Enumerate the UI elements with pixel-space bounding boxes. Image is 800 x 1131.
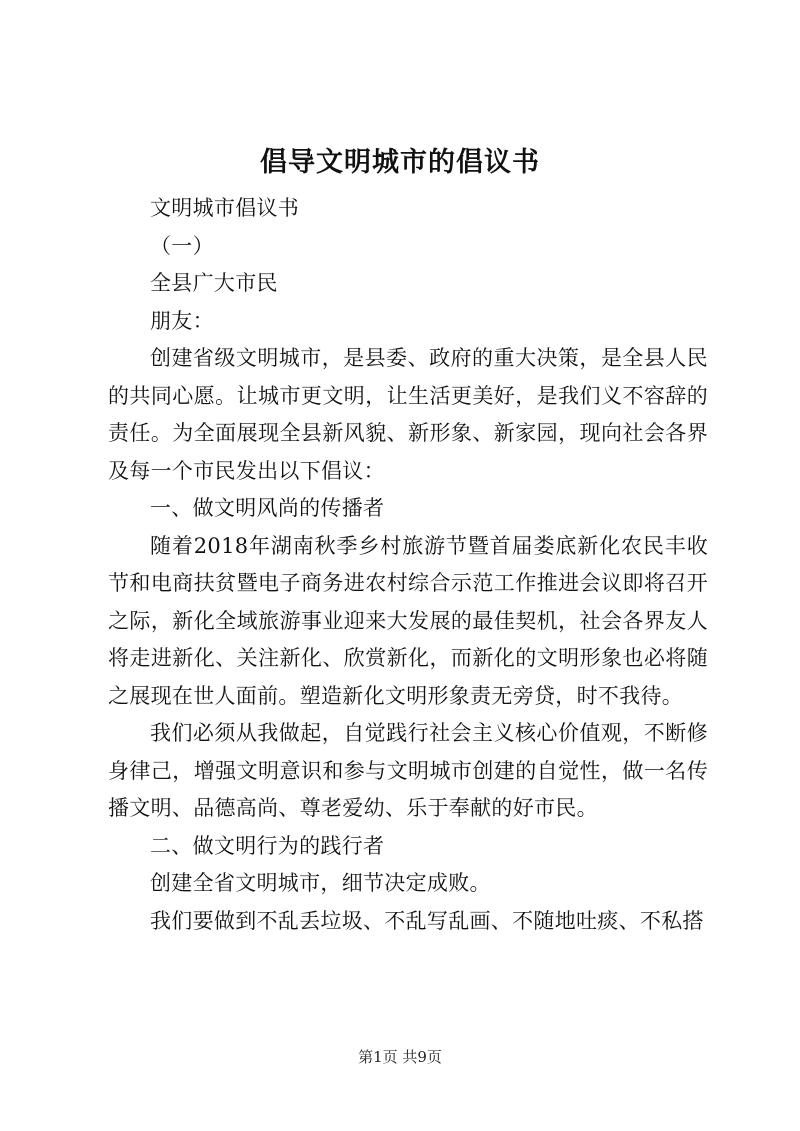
section-heading-2: 二、做文明行为的践行者 (150, 833, 385, 858)
paragraph-salutation-line-1: 全县广大市民 (150, 271, 278, 295)
paragraph-salutation-line-2: 朋友： (150, 308, 214, 333)
paragraph-intro: 创建省级文明城市，是县委、政府的重大决策，是全县人民的共同心愿。让城市更文明，让生活更美好，是我们义不容辞的责任。为全面展现全县新风貌、新形象、新家园，现向社会各界及每一个市民发出以下倡议： (108, 346, 708, 483)
paragraph-section-1-a: 随着2018年湖南秋季乡村旅游节暨首届娄底新化农民丰收节和电商扶贫暨电子商务进农村综合示范工作推进会议即将召开之际，新化全域旅游事业迎来大发展的最佳契机，社会各界友人将走进新化、关注新化、欣赏新化，而新化的文明形象也必将随之展现在世人面前。塑造新化文明形象责无旁贷，时不我待。 (108, 533, 708, 708)
paragraph-section-1-b: 我们必须从我做起，自觉践行社会主义核心价值观，不断修身律己，增强文明意识和参与文明城市创建的自觉性，做一名传播文明、品德高尚、尊老爱幼、乐于奉献的好市民。 (108, 721, 708, 820)
document-body (108, 190, 708, 940)
section-heading-1: 一、做文明风尚的传播者 (150, 496, 385, 520)
paragraph-section-2-a: 创建全省文明城市，细节决定成败。 (150, 871, 491, 895)
paragraph-number: （一） (150, 233, 214, 258)
page-footer: 第1页 共9页 (358, 1048, 442, 1066)
paragraph-section-2-b: 我们要做到不乱丢垃圾、不乱写乱画、不随地吐痰、不私搭 (150, 908, 704, 933)
document-title: 倡导文明城市的倡议书 (260, 147, 540, 178)
paragraph-heading-line: 文明城市倡议书 (150, 196, 300, 220)
